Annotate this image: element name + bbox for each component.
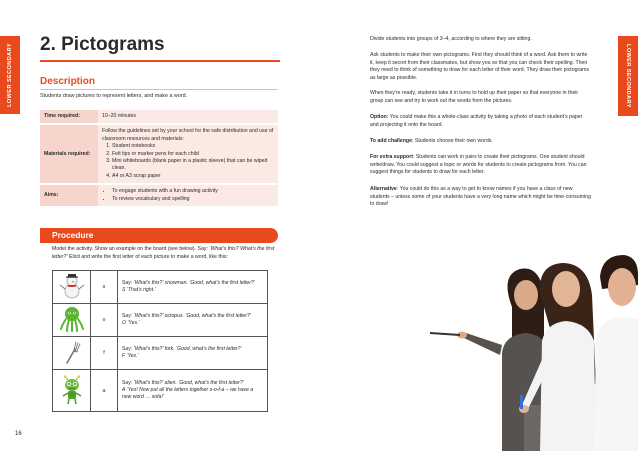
activity-info-table <box>40 108 278 208</box>
title-divider <box>40 60 280 62</box>
picture-cell <box>53 370 91 412</box>
materials-item: 4. A4 or A3 scrap paper <box>112 173 274 180</box>
grouping-paragraph: Divide students into groups of 3–4, according to where they are sitting. <box>370 36 532 42</box>
support-label: For extra support <box>370 154 413 160</box>
option-text: You could make this a whole-class activity by taking a photo of each student’s paper and projecting it onto the board. <box>370 114 583 128</box>
challenge-label: To add challenge <box>370 138 412 144</box>
alternative-text: : You could do this as a way to get to know names if you have a class of new students – unless some of your students have a very long name which might be time-consuming to draw! <box>370 186 591 208</box>
aims-item: • To engage students with a fun drawing activity <box>112 188 274 195</box>
procedure-intro-quote: ‘What’s this? What’s the first letter?’ <box>52 246 275 260</box>
fork-icon <box>59 338 85 366</box>
students-photo <box>420 245 638 451</box>
materials-value <box>98 125 278 183</box>
snowman-icon <box>59 272 85 300</box>
say-prefix: Say: <box>122 312 134 319</box>
alien-icon <box>59 375 85 405</box>
materials-intro: Follow the guidelines set by your school for the safe distribution and use of classroom resources and materials: <box>102 128 274 142</box>
picture-cell <box>53 304 91 337</box>
time-label: Time required: <box>40 110 98 123</box>
say-answer: S ‘That’s right.’ <box>122 287 156 293</box>
table-row <box>53 370 268 412</box>
sharing-paragraph: When they’re ready, students take it in turns to hold up their paper so that everyone in their group can see and try to work out the words from the pictures. <box>370 90 579 104</box>
octopus-icon <box>59 305 85 333</box>
materials-item: 3. Mini whiteboards (blank paper in a plastic sleeve) that can be wiped clean. <box>112 158 274 173</box>
description-heading: Description <box>40 76 96 87</box>
aims-list <box>112 188 274 203</box>
info-row-aims <box>40 185 278 206</box>
say-prefix: Say: <box>122 279 134 286</box>
materials-item: 2. Felt tips or marker pens for each child <box>112 151 274 158</box>
pictogram-paragraph: Ask students to make their own pictograms. First they should think of a word. Ask them to write it, keep it secret from their classmates, but show you so that you can check their spelling. Then they need to think of something to draw for each letter of their word. They draw their pictograms as large as possible. <box>370 52 590 81</box>
table-row <box>53 337 268 370</box>
letter-cell: o <box>91 304 118 337</box>
procedure-intro-text-2: Elicit and write the first letter of each picture to make a word, like this: <box>67 253 228 260</box>
section-tab-left <box>0 36 20 114</box>
table-row <box>53 271 268 304</box>
say-answer: A ‘Yes! Now put all the letters together s-o-f-a – we have a new word … sofa!’ <box>122 386 254 401</box>
say-quote: ‘What’s this?’ alien. ‘Good, what’s the first letter?’ <box>133 379 244 386</box>
info-row-materials <box>40 125 278 183</box>
procedure-intro <box>52 246 280 262</box>
say-prefix: Say: <box>122 345 134 352</box>
say-answer: F ‘Yes.’ <box>122 353 139 359</box>
say-quote: ‘What’s this?’ octopus. ‘Good, what’s the first letter?’ <box>133 312 251 319</box>
procedure-heading-bar <box>40 228 278 243</box>
section-tab-right <box>618 36 638 116</box>
letter-cell: f <box>91 337 118 370</box>
letter-cell: a <box>91 370 118 412</box>
page-title: 2. Pictograms <box>40 34 165 55</box>
challenge-paragraph <box>370 138 592 146</box>
procedure-heading: Procedure <box>52 230 94 240</box>
materials-item: 1. Student notebooks <box>112 143 274 150</box>
aims-value <box>98 185 278 206</box>
aims-label: Aims: <box>40 185 98 206</box>
picture-cell <box>53 337 91 370</box>
say-cell <box>118 337 268 370</box>
page-number: 16 <box>15 431 22 437</box>
materials-label: Materials required: <box>40 125 98 183</box>
option-paragraph <box>370 114 592 129</box>
say-prefix: Say: <box>122 379 134 386</box>
say-cell <box>118 271 268 304</box>
say-cell <box>118 370 268 412</box>
description-text: Students draw pictures to represent letters, and make a word. <box>40 93 188 99</box>
aims-item: • To review vocabulary and spelling <box>112 196 274 203</box>
support-paragraph <box>370 154 592 177</box>
option-label: Option: <box>370 114 389 120</box>
materials-list <box>112 143 274 180</box>
alternative-label: Alternative <box>370 186 397 192</box>
alternative-paragraph <box>370 186 592 209</box>
section-tab-right-label: LOWER SECONDARY <box>625 44 631 108</box>
challenge-text: : Students choose their own words. <box>412 138 493 144</box>
letter-cell: s <box>91 271 118 304</box>
support-text: : Students can work in pairs to create their pictograms. One student should write/draw. You could suggest a topic or words for students to create pictograms from. You can suggest things for students to draw for each letter. <box>370 154 587 176</box>
info-row-time <box>40 110 278 123</box>
table-row <box>53 304 268 337</box>
say-answer: O ‘Yes.’ <box>122 320 140 326</box>
description-divider <box>40 89 278 90</box>
time-value: 10–20 minutes <box>98 110 278 123</box>
section-tab-left-label: LOWER SECONDARY <box>7 43 13 107</box>
say-quote: ‘What’s this?’ fork. ‘Good, what’s the first letter?’ <box>133 345 242 352</box>
pictogram-example-table <box>52 270 268 412</box>
procedure-intro-text: Model the activity. Show an example on the board (see below). Say: <box>52 246 210 252</box>
say-cell <box>118 304 268 337</box>
say-quote: ‘What’s this?’ snowman. ‘Good, what’s the first letter?’ <box>133 279 255 286</box>
picture-cell <box>53 271 91 304</box>
